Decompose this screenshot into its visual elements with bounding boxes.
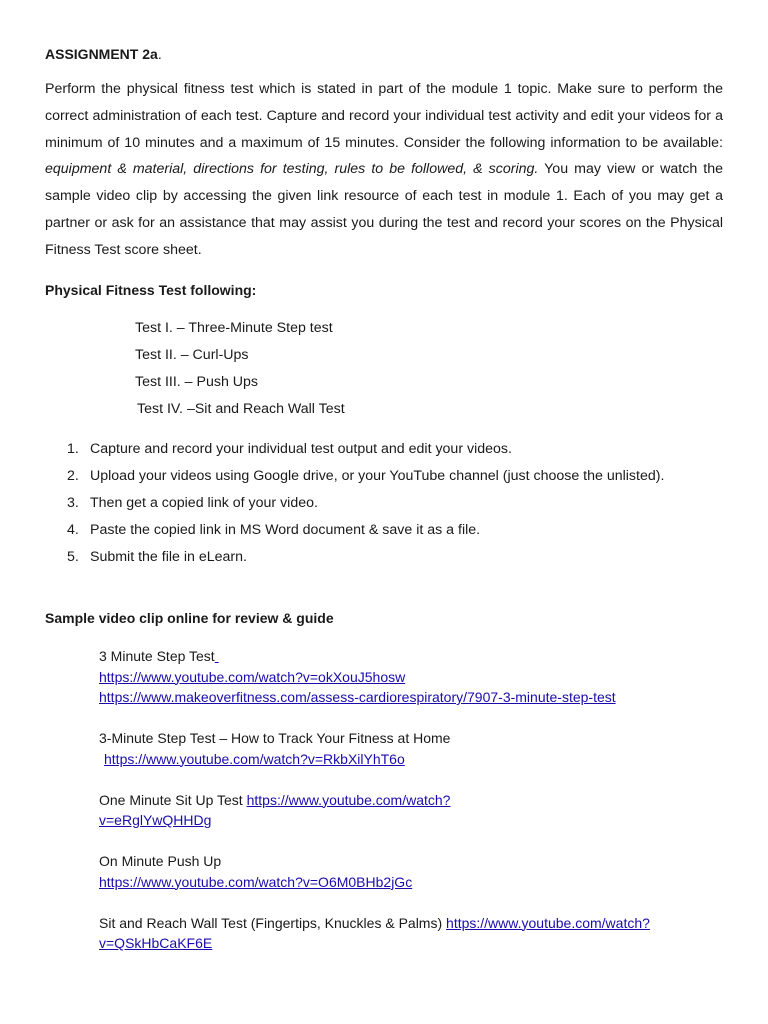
step-item — [45, 548, 664, 575]
youtube-link[interactable]: https://www.youtube.com/watch? v=eRglYwQHHDg — [99, 791, 451, 828]
test-item-1: Test I. – Three-Minute Step test — [135, 320, 333, 336]
steps-list — [45, 440, 664, 575]
youtube-link[interactable]: https://www.youtube.com/watch?v=O6M0BHb2jGc — [99, 873, 413, 890]
intro-text-2: You may view or watch the sample video clip by accessing the given link resource of each test in module 1. Each of you may get a partner or ask for an assistance that may assist you during the test and record your scores on the Physical Fitness Test score sheet. — [45, 161, 723, 258]
reference-push-up — [99, 851, 719, 892]
tests-list — [135, 319, 345, 427]
test-item-4: Test IV. –Sit and Reach Wall Test — [137, 401, 345, 417]
intro-paragraph — [45, 76, 723, 264]
assignment-title: ASSIGNMENT 2a — [45, 46, 158, 62]
step-item — [45, 521, 664, 548]
youtube-link[interactable]: https://www.youtube.com/watch?v=okXouJ5hosw — [99, 668, 406, 685]
reference-list — [99, 646, 719, 974]
youtube-link[interactable]: https://www.youtube.com/watch? v=QSkHbCaKF6E — [99, 914, 650, 951]
intro-text-1: Perform the physical fitness test which is stated in part of the module 1 topic. Make sure to perform the correct administration of each test. Capture and record your individual test activity and edit your videos for a minimum of 10 minutes and a maximum of 15 minutes. Consider the following information to be available: — [45, 81, 723, 151]
reference-sit-up — [99, 790, 719, 831]
reference-step-test — [99, 646, 719, 708]
youtube-link[interactable]: https://www.youtube.com/watch?v=RkbXilYhT6o — [104, 750, 405, 767]
step-text: Paste the copied link in MS Word document & save it as a file. — [90, 522, 481, 538]
reference-title: One Minute Sit Up Test — [99, 791, 247, 808]
reference-track-fitness — [99, 728, 719, 769]
makeoverfitness-link[interactable]: https://www.makeoverfitness.com/assess-cardiorespiratory/7907-3-minute-step-test — [99, 689, 616, 705]
sample-heading: Sample video clip online for review & guide — [45, 610, 334, 626]
step-item — [45, 494, 664, 521]
reference-title: 3-Minute Step Test – How to Track Your Fitness at Home — [99, 730, 451, 746]
step-number: 4. — [67, 522, 79, 538]
step-text: Capture and record your individual test output and edit your videos. — [90, 441, 512, 457]
step-number: 3. — [67, 495, 79, 511]
reference-title: Sit and Reach Wall Test (Fingertips, Knuckles & Palms) — [99, 914, 447, 931]
test-item-3: Test III. – Push Ups — [135, 374, 259, 390]
reference-title: On Minute Push Up — [99, 853, 222, 869]
test-item-2: Test II. – Curl-Ups — [135, 347, 249, 363]
intro-italic: equipment & material, directions for testing, rules to be followed, & scoring. — [45, 161, 539, 178]
step-number: 5. — [67, 549, 79, 565]
step-item — [45, 440, 664, 467]
reference-title: 3 Minute Step Test — [99, 646, 719, 667]
step-number: 1. — [67, 441, 79, 457]
step-text: Upload your videos using Google drive, or your YouTube channel (just choose the unlisted). — [90, 468, 665, 484]
assignment-title-period: . — [157, 46, 162, 62]
step-text: Then get a copied link of your video. — [90, 495, 318, 511]
reference-sit-reach — [99, 913, 719, 954]
tests-heading: Physical Fitness Test following: — [45, 282, 257, 298]
assignment-heading — [45, 46, 162, 62]
step-item — [45, 467, 664, 494]
title-trailing-link[interactable] — [215, 648, 219, 664]
step-text: Submit the file in eLearn. — [90, 549, 247, 565]
step-number: 2. — [67, 468, 79, 484]
